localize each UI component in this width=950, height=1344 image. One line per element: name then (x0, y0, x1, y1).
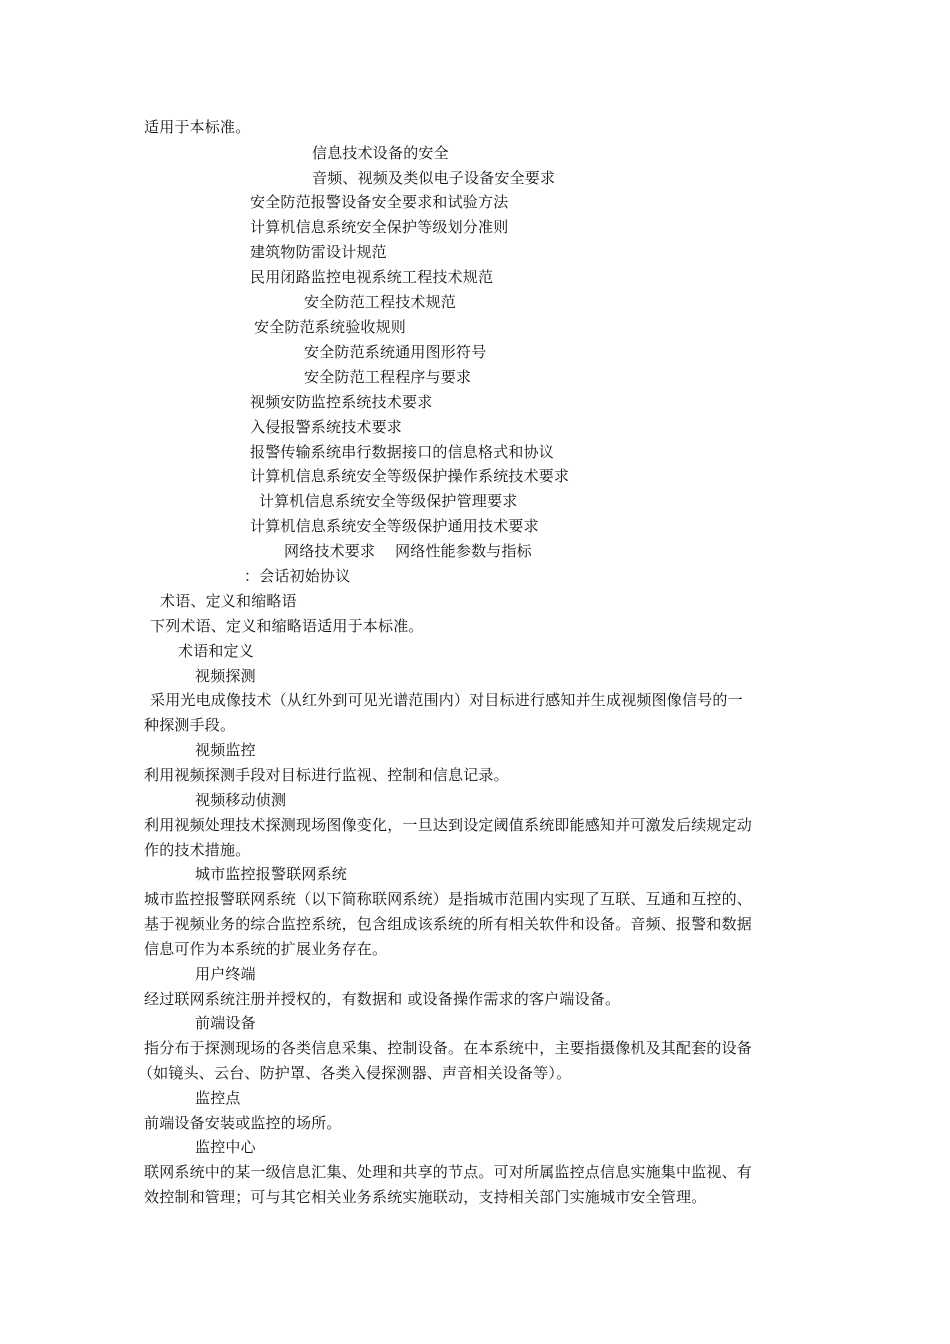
term-definition: 利用视频探测手段对目标进行监视、控制和信息记录。 (144, 766, 509, 784)
reference-item: 视频安防监控系统技术要求 (250, 393, 433, 411)
reference-item: 音频、视频及类似电子设备安全要求 (312, 169, 556, 187)
term-definition: 采用光电成像技术（从红外到可见光谱范围内）对目标进行感知并生成视频图像信号的一 (150, 691, 743, 709)
reference-item: 建筑物防雷设计规范 (250, 243, 387, 261)
term-definition: 前端设备安装或监控的场所。 (144, 1114, 342, 1132)
reference-item: 报警传输系统串行数据接口的信息格式和协议 (250, 443, 555, 461)
term-definition: 利用视频处理技术探测现场图像变化，一旦达到设定阈值系统即能感知并可激发后续规定动 (144, 816, 753, 834)
term-definition: 城市监控报警联网系统（以下简称联网系统）是指城市范围内实现了互联、互通和互控的、 (144, 890, 753, 908)
reference-item: 计算机信息系统安全保护等级划分准则 (250, 218, 509, 236)
reference-item: 信息技术设备的安全 (312, 144, 449, 162)
reference-item: ：会话初始协议 (244, 567, 351, 585)
term-heading: 监控点 (195, 1089, 241, 1107)
reference-item: 民用闭路监控电视系统工程技术规范 (250, 268, 494, 286)
term-heading: 视频监控 (195, 741, 256, 759)
term-definition: 联网系统中的某一级信息汇集、处理和共享的节点。可对所属监控点信息实施集中监视、有 (144, 1163, 753, 1181)
reference-item: 安全防范工程程序与要求 (304, 368, 472, 386)
reference-item: 计算机信息系统安全等级保护操作系统技术要求 (250, 467, 570, 485)
reference-item: 安全防范报警设备安全要求和试验方法 (250, 193, 509, 211)
term-definition: 效控制和管理；可与其它相关业务系统实施联动，支持相关部门实施城市安全管理。 (144, 1188, 707, 1206)
applicable-tail: 适用于本标准。 (144, 118, 251, 136)
reference-item: 安全防范系统通用图形符号 (304, 343, 487, 361)
reference-item: 计算机信息系统安全等级保护通用技术要求 (250, 517, 539, 535)
term-definition: 指分布于探测现场的各类信息采集、控制设备。在本系统中，主要指摄像机及其配套的设备 (144, 1039, 753, 1057)
reference-item: 入侵报警系统技术要求 (250, 418, 403, 436)
term-definition: 种探测手段。 (144, 716, 236, 734)
term-heading: 前端设备 (195, 1014, 256, 1032)
term-heading: 监控中心 (195, 1138, 256, 1156)
reference-item: 计算机信息系统安全等级保护管理要求 (259, 492, 518, 510)
reference-item: 安全防范工程技术规范 (304, 293, 457, 311)
term-definition: 基于视频业务的综合监控系统，包含组成该系统的所有相关软件和设备。音频、报警和数据 (144, 915, 753, 933)
section-title: 术语、定义和缩略语 (160, 592, 297, 610)
section-intro: 下列术语、定义和缩略语适用于本标准。 (150, 617, 424, 635)
term-definition: 经过联网系统注册并授权的，有数据和 或设备操作需求的客户端设备。 (144, 990, 621, 1008)
term-heading: 城市监控报警联网系统 (195, 865, 348, 883)
reference-item: 安全防范系统验收规则 (254, 318, 407, 336)
term-heading: 视频探测 (195, 667, 256, 685)
term-definition: 信息可作为本系统的扩展业务存在。 (144, 940, 388, 958)
term-heading: 视频移动侦测 (195, 791, 287, 809)
subsection-title: 术语和定义 (178, 642, 255, 660)
term-definition: （如镜头、云台、防护罩、各类入侵探测器、声音相关设备等）。 (138, 1064, 572, 1082)
term-definition: 作的技术措施。 (144, 841, 251, 859)
reference-item: 网络技术要求 网络性能参数与指标 (284, 542, 532, 560)
term-heading: 用户终端 (195, 965, 256, 983)
